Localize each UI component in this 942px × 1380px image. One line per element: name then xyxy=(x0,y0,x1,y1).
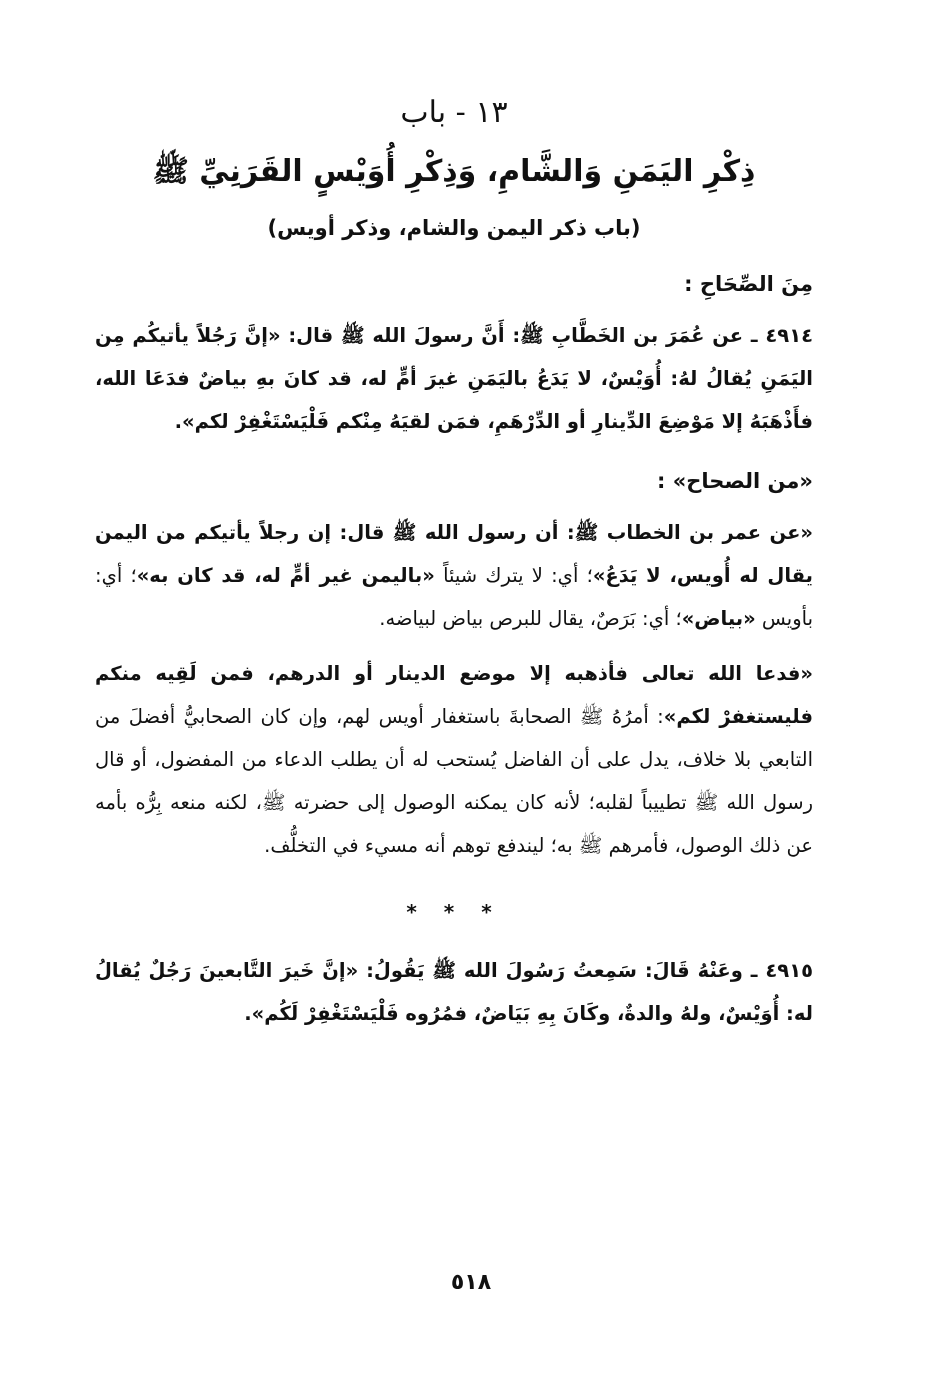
page-content xyxy=(95,88,813,1035)
commentary-quote: «عن عمر بن الخطاب ﷺ: أن رسول الله ﷺ قال: إن رجلاً يأتيكم من اليمن يقال له أُويس، لا يَدَعُ» xyxy=(95,521,813,587)
chapter-title: ذِكْرِ اليَمَنِ وَالشَّامِ، وَذِكْرِ أُوَيْسٍ القَرَنِيِّ ﷺ xyxy=(152,154,756,189)
hadith-4914: ٤٩١٤ ـ عن عُمَرَ بن الخَطَّابِ ﷺ: أَنَّ رسولَ الله ﷺ قال: «إنَّ رَجُلاً يأتيكُم مِن اليَمَنِ يُقالُ لهُ: أُوَيْسٌ، لا يَدَعُ باليَمَنِ غيرَ أمٍّ له، قد كانَ بهِ بياضٌ فدَعَا الله، فأَذْهَبَهُ إلا مَوْضِعَ الدِّينارِ أو الدِّرْهَمِ، فمَن لقيَهُ مِنْكم فَلْيَسْتَغْفِرْ لكم». xyxy=(95,324,813,433)
commentary-quote: «بياض» xyxy=(681,607,756,630)
commentary-paragraph-2 xyxy=(95,652,813,867)
commentary-quote: «باليمن غير أمٍّ له، قد كان به» xyxy=(136,564,435,587)
commentary-explanation: : أمرُهُ ﷺ الصحابةَ باستغفار أويس لهم، وإن كان الصحابيُّ أفضلَ من التابعي بلا خلاف، يدل على أن الفاضل يُستحب له أن يطلب الدعاء من المفضول، أو قال رسول الله ﷺ تطييباً لقلبه؛ لأنه كان يمكنه الوصول إلى حضرته ﷺ، لكنه منعه بِرُّه بأمه عن ذلك الوصول، فأمرهم ﷺ به؛ ليندفع توهم أنه مسيء في التخلُّف. xyxy=(95,705,813,857)
commentary-explanation: ؛ أي: لا يترك شيئاً xyxy=(434,564,593,587)
commentary-quote: «فدعا الله تعالى فأذهبه إلا موضع الدينار أو الدرهم، فمن لَقِيه منكم فليستغفرْ لكم» xyxy=(95,662,813,728)
page-number: ٥١٨ xyxy=(450,1270,492,1295)
chapter-subtitle: (باب ذكر اليمن والشام، وذكر أويس) xyxy=(267,216,641,240)
section-separator: * * * xyxy=(406,900,502,924)
commentary-explanation: ؛ أي: بأويس xyxy=(95,564,813,630)
chapter-number: ١٣ - باب xyxy=(400,95,508,130)
section-label-sihah: مِنَ الصِّحَاحِ : xyxy=(684,272,813,296)
commentary-explanation: ؛ أي: بَرَصٌ، يقال للبرص بياض لبياضه. xyxy=(379,607,682,630)
section-label-commentary: «من الصحاح» : xyxy=(657,469,813,493)
commentary-paragraph-1 xyxy=(95,511,813,640)
hadith-4915: ٤٩١٥ ـ وعَنْهُ قَالَ: سَمِعتُ رَسُولَ الله ﷺ يَقُولُ: «إنَّ خَيرَ التَّابعينَ رَجُلٌ يُقالُ له: أُوَيْسٌ، ولهُ والدةٌ، وكَانَ بِهِ بَيَاضٌ، فمُرُوه فَلْيَسْتَغْفِرْ لَكُم». xyxy=(95,959,813,1025)
